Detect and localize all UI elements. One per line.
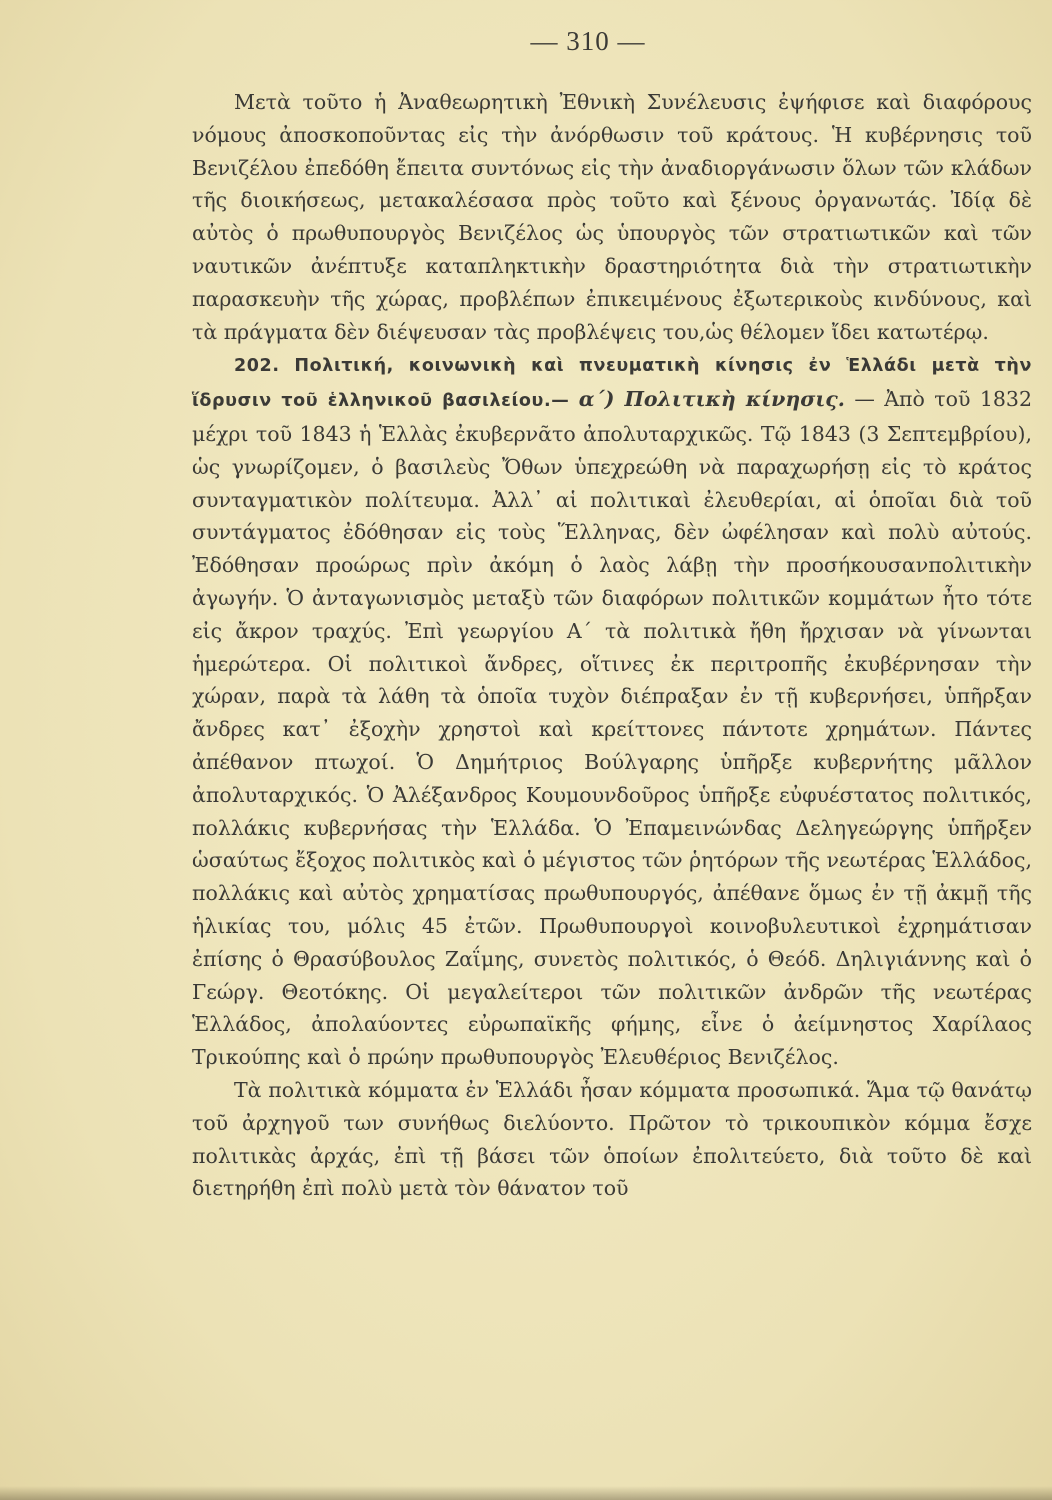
paragraph-political-movement <box>192 348 1032 1074</box>
page-number: — 310 — <box>530 26 646 56</box>
paragraph-political-parties: Τὰ πολιτικὰ κόμματα ἐν Ἑλλάδι ἦσαν κόμματα προσωπικά. Ἅμα τῷ θανάτῳ τοῦ ἀρχηγοῦ των συνήθως διελύοντο. Πρῶτον τὸ τρικουπικὸν κόμμα ἔσχε πολιτικὰς ἀρχάς, ἐπὶ τῇ βάσει τῶν ὁποίων ἐπολιτεύετο, διὰ τοῦτο δὲ καὶ διετηρήθη ἐπὶ πολὺ μετὰ τὸν θάνατον τοῦ <box>192 1077 1032 1201</box>
paragraph-revision-assembly: Μετὰ τοῦτο ἡ Ἀναθεωρητικὴ Ἐθνικὴ Συνέλευσις ἐψήφισε καὶ διαφόρους νόμους ἀποσκοποῦντας εἰς τὴν ἀνόρθωσιν τοῦ κράτους. Ἡ κυβέρνησις τοῦ Βενιζέλου ἐπεδόθη ἔπειτα συντόνως εἰς τὴν ἀναδιοργάνωσιν ὅλων τῶν κλάδων τῆς διοικήσεως, μετακαλέσασα πρὸς τοῦτο καὶ ξένους ὀργανωτάς. Ἰδίᾳ δὲ αὐτὸς ὁ πρωθυπουργὸς Βενιζέλος ὡς ὑπουργὸς τῶν στρατιωτικῶν καὶ τῶν ναυτικῶν ἀνέπτυξε καταπληκτικὴν δραστηριότητα διὰ τὴν στρατιωτικὴν παρασκευὴν τῆς χώρας, προβλέπων ἐπικειμένους ἐξωτερικοὺς κινδύνους, καὶ τὰ πράγματα δὲν διέψευσαν τὰς προβλέψεις του,ὡς θέλομεν ἴδει κατωτέρῳ. <box>192 90 1032 344</box>
body-text <box>192 86 1032 1205</box>
paragraph-political-text: Ἀπὸ τοῦ 1832 μέχρι τοῦ 1843 ἡ Ἑλλὰς ἐκυβερνᾶτο ἀπολυταρχικῶς. Τῷ 1843 (3 Σεπτεμβρίου), ὡς γνωρίζομεν, ὁ βασιλεὺς Ὄθων ὑπεχρεώθη νὰ παραχωρήσῃ εἰς τὸ κράτος συνταγματικὸν πολίτευμα. Ἀλλ᾽ αἱ πολιτικαὶ ἐλευθερίαι, αἱ ὁποῖαι διὰ τοῦ συντάγματος ἐδόθησαν εἰς τοὺς Ἕλληνας, δὲν ὠφέλησαν καὶ πολὺ αὐτούς. Ἐδόθησαν προώρως πρὶν ἀκόμη ὁ λαὸς λάβῃ τὴν προσήκουσανπολιτικὴν ἀγωγήν. Ὁ ἀνταγωνισμὸς μεταξὺ τῶν διαφόρων πολιτικῶν κομμάτων ἦτο τότε εἰς ἄκρον τραχύς. Ἐπὶ γεωργίου Α΄ τὰ πολιτικὰ ἤθη ἤρχισαν νὰ γίνωνται ἡμερώτερα. Οἱ πολιτικοὶ ἄνδρες, οἵτινες ἐκ περιτροπῆς ἐκυβέρνησαν τὴν χώραν, παρὰ τὰ λάθη τὰ ὁποῖα τυχὸν διέπραξαν ἐν τῇ κυβερνήσει, ὑπῆρξαν ἄνδρες κατ᾽ ἐξοχὴν χρηστοὶ καὶ κρείττονες πάντοτε χρημάτων. Πάντες ἀπέθανον πτωχοί. Ὁ Δημήτριος Βούλγαρης ὑπῆρξε κυβερνήτης μᾶλλον ἀπολυταρχικός. Ὁ Ἀλέξανδρος Κουμουνδοῦρος ὑπῆρξε εὐφυέστατος πολιτικός, πολλάκις κυβερνήσας τὴν Ἑλλάδα. Ὁ Ἐπαμεινώνδας Δεληγεώργης ὑπῆρξεν ὡσαύτως ἔξοχος πολιτικὸς καὶ ὁ μέγιστος τῶν ῥητόρων τῆς νεωτέρας Ἑλλάδος, πολλάκις καὶ αὐτὸς χρηματίσας πρωθυπουργός, ἀπέθανε ὅμως ἐν τῇ ἀκμῇ τῆς ἡλικίας του, μόλις 45 ἐτῶν. Πρωθυπουργοὶ κοινοβυλευτικοὶ ἐχρημάτισαν ἐπίσης ὁ Θρασύβουλος Ζαΐμης, συνετὸς πολιτικός, ὁ Θεόδ. Δηλιγιάννης καὶ ὁ Γεώργ. Θεοτόκης. Οἱ μεγαλείτεροι τῶν πολιτικῶν ἀνδρῶν τῆς νεωτέρας Ἑλλάδος, ἀπολαύοντες εὐρωπαϊκῆς φήμης, εἶνε ὁ ἀείμνηστος Χαρίλαος Τρικούπης καὶ ὁ πρώην πρωθυπουργὸς Ἐλευθέριος Βενιζέλος. <box>192 387 1032 1070</box>
page-bottom-edge <box>0 1486 1052 1500</box>
subsection-title-political: α΄) Πολιτικὴ κίνησις. <box>578 387 845 412</box>
heading-dash: — <box>844 387 885 412</box>
section-heading-202: 202. Πολιτική, κοινωνικὴ καὶ πνευματικὴ κίνησις ἐν Ἑλλάδι μετὰ τὴν ἵδρυσιν τοῦ ἑλληνικοῦ βασιλείου.— <box>192 356 1032 412</box>
